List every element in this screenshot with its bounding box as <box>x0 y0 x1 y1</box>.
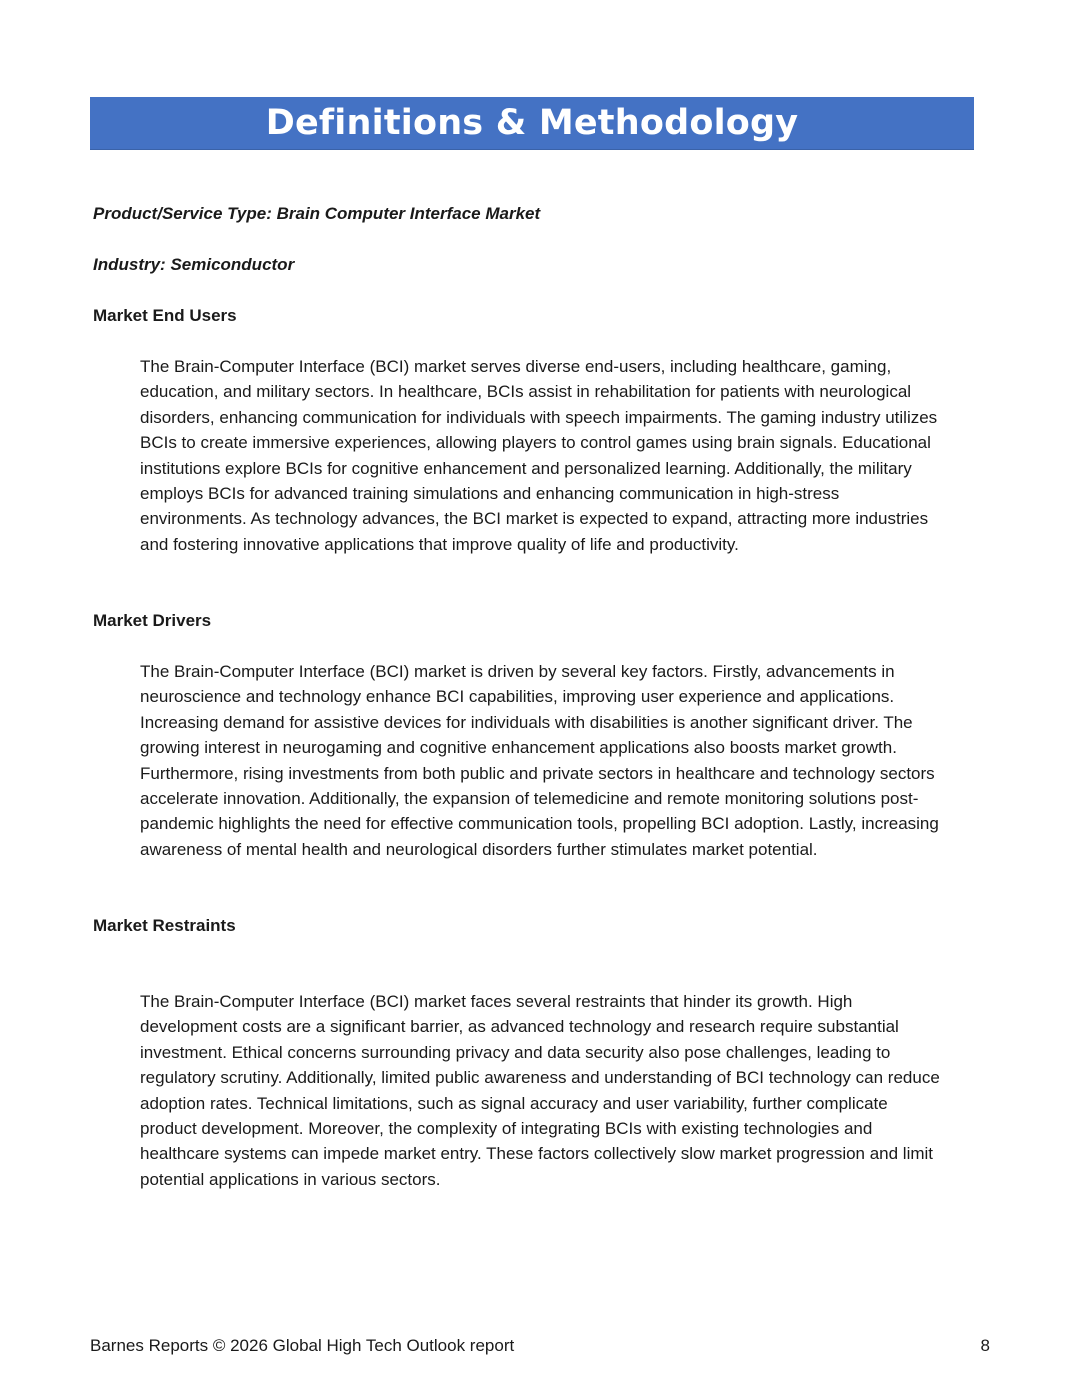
section-heading-drivers: Market Drivers <box>93 611 212 630</box>
section-body-end-users: The Brain-Computer Interface (BCI) market serves diverse end-users, including healthcare, gaming, education, and military sectors. In healthcare, BCIs assist in rehabilitation for patients with neurological disorders, enhancing communication for individuals with speech impairments. The gaming industry utilizes BCIs to create immersive experiences, allowing players to control games using brain signals. Educational institutions explore BCIs for cognitive enhancement and personalized learning. Additionally, the military employs BCIs for advanced training simulations and enhancing communication in high-stress environments. As technology advances, the BCI market is expected to expand, attracting more industries and fostering innovative applications that improve quality of life and productivity. <box>140 357 938 554</box>
industry: Industry: Semiconductor <box>93 255 295 274</box>
section-body-drivers: The Brain-Computer Interface (BCI) market is driven by several key factors. Firstly, advancements in neuroscience and technology enhance BCI capabilities, improving user experience and applications. Increasing demand for assistive devices for individuals with disabilities is another significant driver. The growing interest in neurogaming and cognitive enhancement applications also boosts market growth. Furthermore, rising investments from both public and private sectors in healthcare and technology sectors accelerate innovation. Additionally, the expansion of telemedicine and remote monitoring solutions post-pandemic highlights the need for effective communication tools, propelling BCI adoption. Lastly, increasing awareness of mental health and neurological disorders further stimulates market potential. <box>140 662 939 859</box>
section-heading-restraints: Market Restraints <box>93 916 236 935</box>
footer-copyright: Barnes Reports © 2026 Global High Tech Outlook report <box>90 1336 515 1355</box>
section-heading-end-users: Market End Users <box>93 306 237 325</box>
product-type: Product/Service Type: Brain Computer Interface Market <box>93 204 541 223</box>
page-title: Definitions & Methodology <box>265 102 799 143</box>
section-body-restraints: The Brain-Computer Interface (BCI) market faces several restraints that hinder its growth. High development costs are a significant barrier, as advanced technology and research require substantial investment. Ethical concerns surrounding privacy and data security also pose challenges, leading to regulatory scrutiny. Additionally, limited public awareness and understanding of BCI technology can reduce adoption rates. Technical limitations, such as signal accuracy and user variability, further complicate product development. Moreover, the complexity of integrating BCIs with existing technologies and healthcare systems can impede market entry. These factors collectively slow market progression and limit potential applications in various sectors. <box>140 992 940 1189</box>
page-number: 8 <box>980 1336 990 1355</box>
title-banner <box>90 97 974 150</box>
